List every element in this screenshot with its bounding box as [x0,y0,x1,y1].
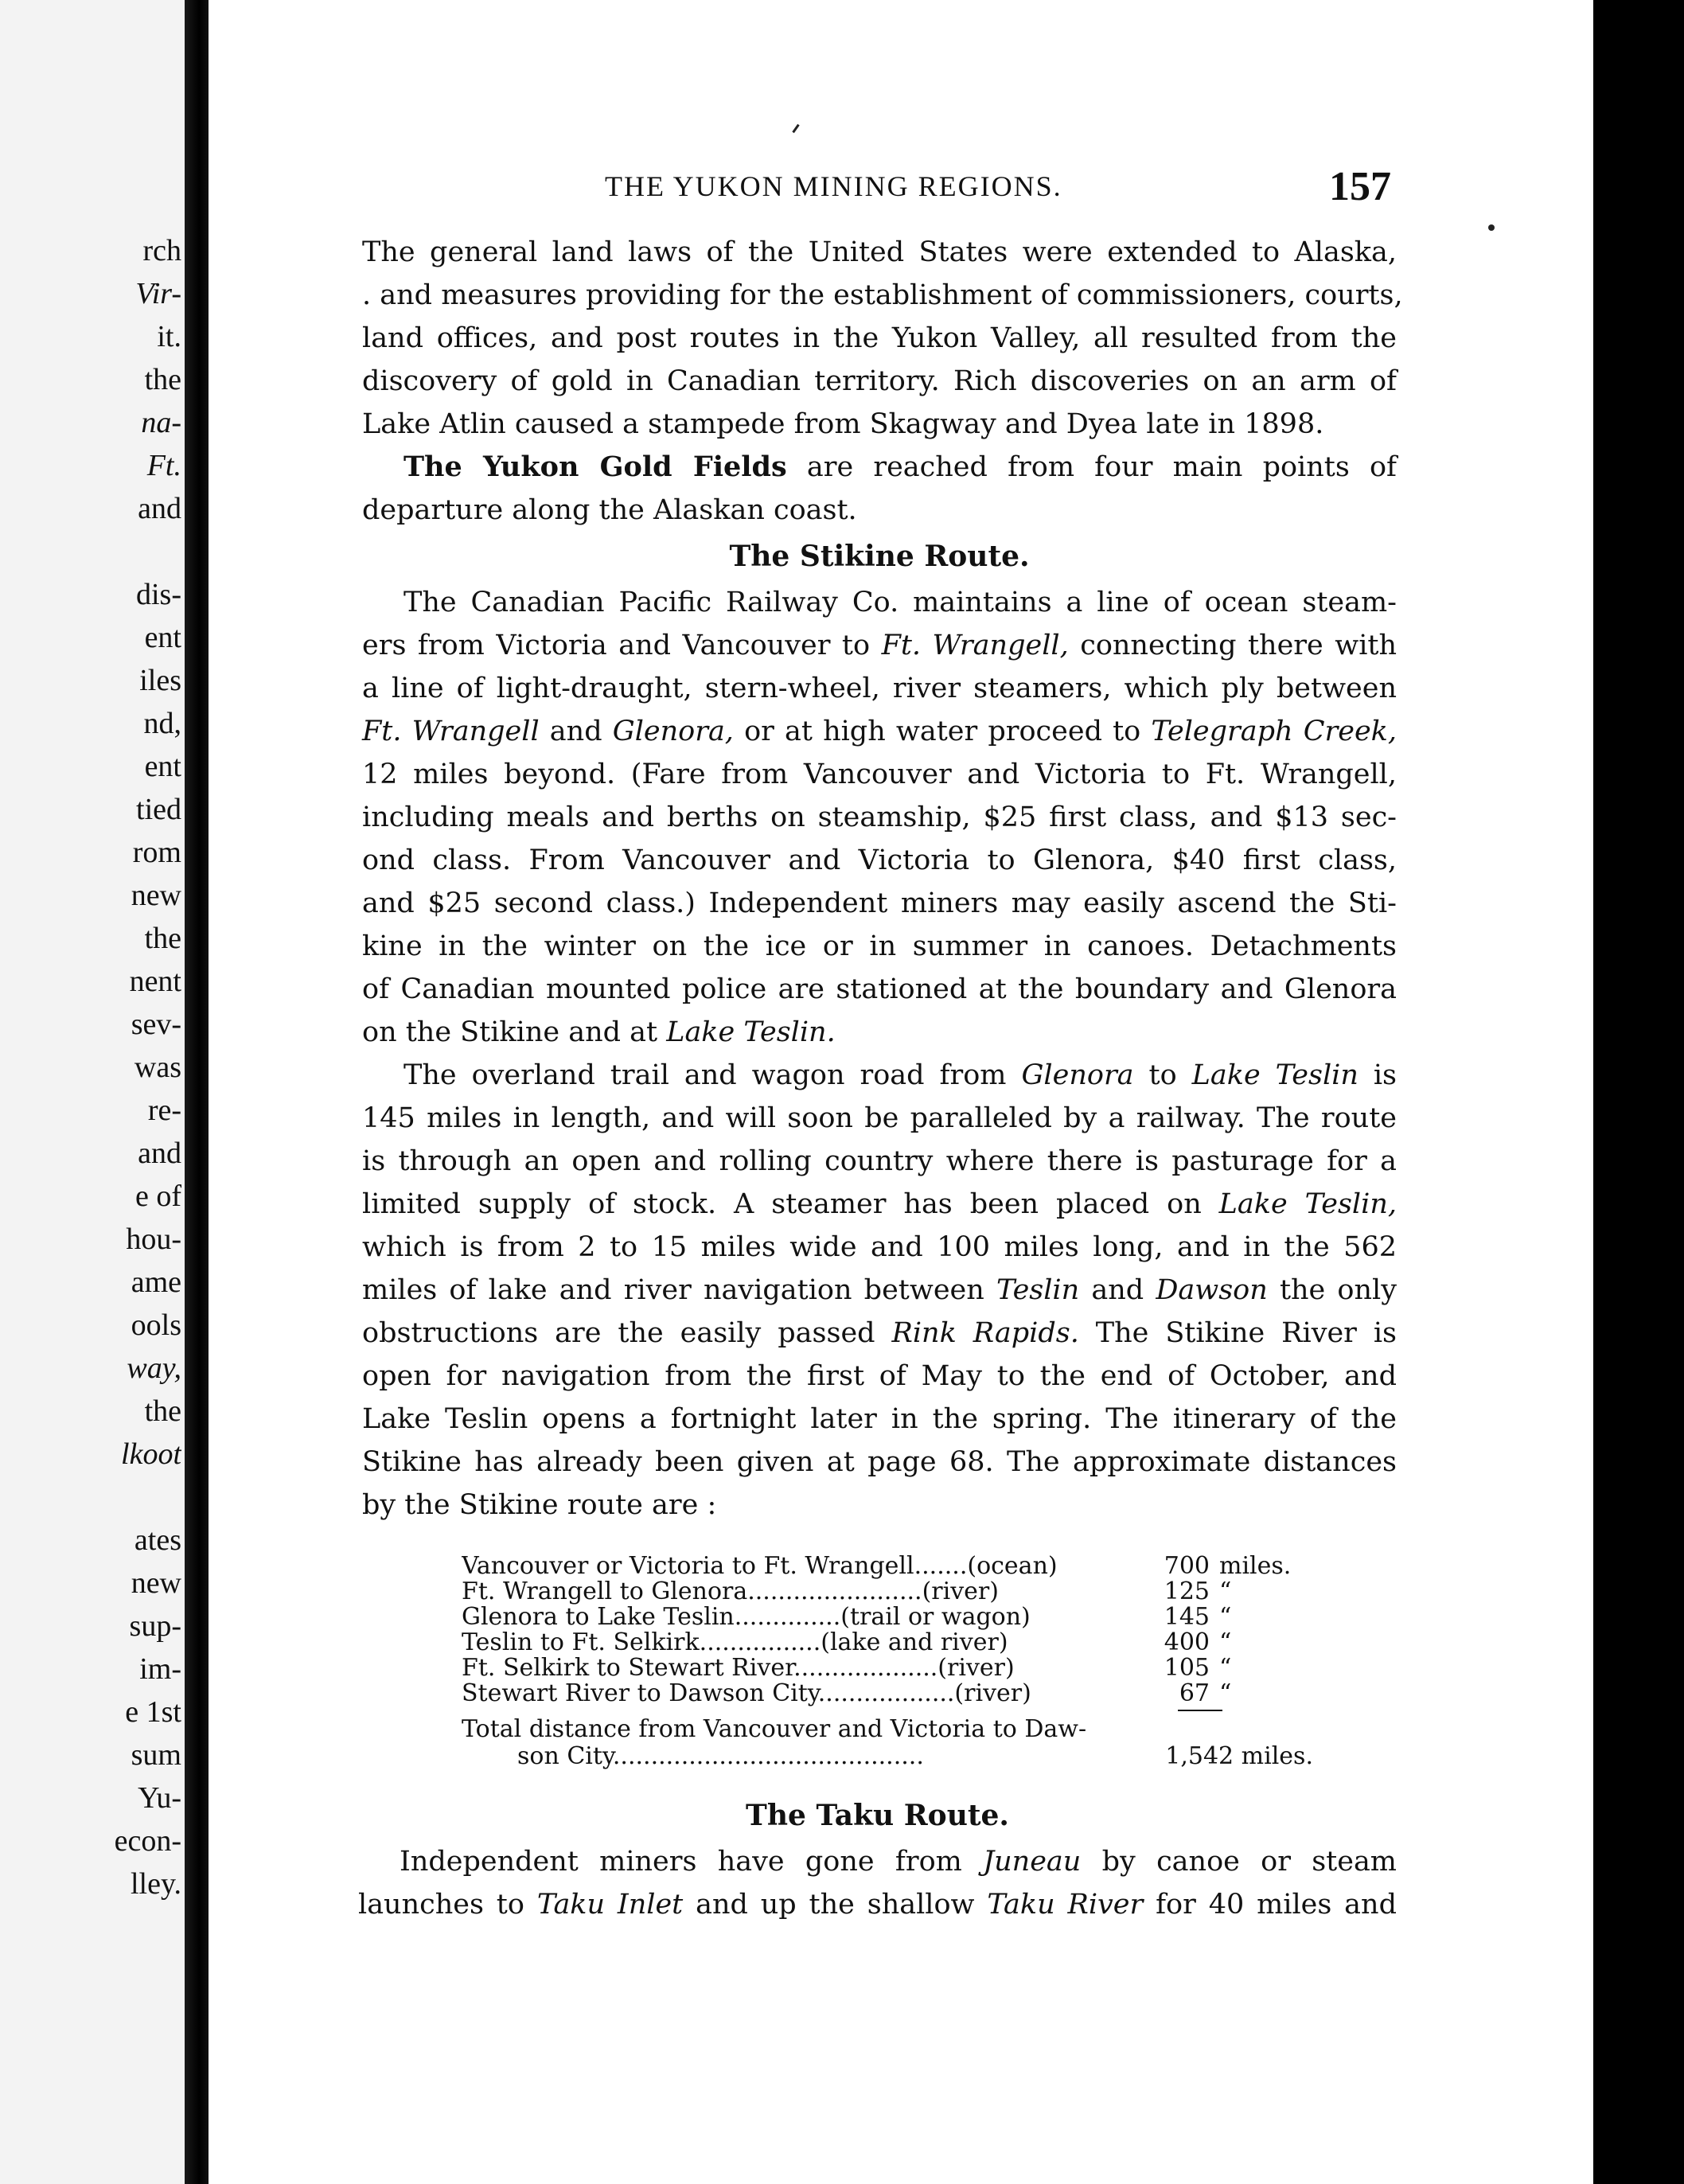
distance-value: 400 [1164,1628,1210,1656]
previous-page-fragment: e 1st [125,1695,181,1729]
previous-page-fragment: econ- [114,1824,181,1858]
page-right-edge [1593,0,1684,2184]
previous-page-fragment: way, [127,1351,181,1385]
previous-page-fragment: was [134,1051,181,1084]
previous-page-fragment: rom [132,836,181,869]
previous-page-fragment: lley. [130,1867,181,1901]
previous-page-fragment: sup- [129,1609,181,1643]
text-span: on the Stikine and at [362,1016,667,1048]
previous-page-fragment: ools [131,1308,181,1342]
place-name: Lake Teslin, [1218,1188,1397,1220]
text-line: kine in the winter on the ice or in summer in canoes. Detachments [362,930,1397,962]
previous-page-edge [0,0,185,2184]
distance-value: 700 [1164,1552,1210,1580]
text-span: or at high water proceed to [733,716,1152,747]
previous-page-fragment: and [138,1137,181,1170]
total-label: son City......................................... [517,1743,924,1770]
text-span: connecting there with [1068,630,1397,661]
previous-page-fragment: hou- [126,1223,181,1256]
previous-page-fragment: nd, [143,707,181,740]
text-line: open for navigation from the first of May to the end of October, and [362,1360,1397,1392]
distance-unit: “ [1219,1603,1232,1631]
text-span: launches to [358,1889,537,1921]
distance-route: Ft. Wrangell to Glenora.......................(river) [462,1579,999,1605]
distance-table [462,1554,1321,1770]
distance-route: Teslin to Ft. Selkirk................(lake and river) [462,1630,1008,1656]
previous-page-fragment: ates [134,1523,181,1557]
paragraph-stikine-1 [362,581,1397,1054]
text-span: are reached from four main points of [786,451,1397,483]
text-span: for 40 miles and [1143,1889,1397,1921]
previous-page-fragment: rch [142,234,181,267]
text-span: is [1358,1059,1397,1091]
text-span: ers from Victoria and Vancouver to [362,630,882,661]
text-line [362,1011,1397,1054]
distance-route: Stewart River to Dawson City..................(river) [462,1681,1031,1706]
previous-page-fragment: and [138,492,181,525]
distance-value: 105 [1164,1654,1210,1682]
distance-route: Glenora to Lake Teslin..............(trail or wagon) [462,1605,1031,1630]
text-span: the only [1267,1274,1397,1306]
place-name: Lake Teslin [1191,1059,1359,1091]
text-line: including meals and berths on steamship, $25 first class, and $13 sec- [362,801,1397,833]
text-span: to [1133,1059,1192,1091]
previous-page-fragment: dis- [136,578,181,611]
total-label-line1: Total distance from Vancouver and Victoria to Daw- [462,1715,1087,1743]
previous-page-fragment: ent [144,750,181,783]
text-line [362,710,1397,753]
previous-page-fragment: lkoot [121,1437,181,1471]
taku-section [358,1791,1397,1926]
place-name: Taku Inlet [536,1889,684,1921]
sum-rule [1178,1710,1222,1711]
paragraph-taku [358,1840,1397,1926]
place-name: Teslin [996,1274,1080,1306]
stikine-route-heading: The Stikine Route. [729,540,1030,573]
previous-page-fragment: the [144,922,181,955]
text-line [362,1183,1397,1226]
text-line: . and measures providing for the establishment of commissioners, courts, [362,279,1403,311]
previous-page-fragment [0,1476,181,1519]
text-line [362,1312,1397,1355]
paragraph-gold-fields [362,446,1397,532]
previous-page-fragment: the [144,363,181,396]
running-header [605,163,1401,211]
text-line [358,1840,1397,1883]
text-span: miles of lake and river navigation between [362,1274,996,1306]
previous-page-fragment: Yu- [138,1781,181,1815]
previous-page-fragment: new [131,1566,181,1600]
text-line: departure along the Alaskan coast. [362,494,857,526]
text-span: by canoe or steam [1081,1846,1397,1878]
previous-page-fragment: Vir- [135,277,181,310]
book-gutter [185,0,209,2184]
text-span: and up the shallow [683,1889,988,1921]
distance-row [462,1681,1321,1706]
text-line: ond class. From Vancouver and Victoria to Glenora, $40 first class, [362,844,1397,876]
distance-route: Vancouver or Victoria to Ft. Wrangell.......(ocean) [462,1554,1058,1579]
distance-value: 145 [1164,1603,1210,1631]
distance-unit: “ [1219,1578,1232,1605]
gold-fields-lead: The Yukon Gold Fields [403,450,787,483]
text-line [362,1269,1397,1312]
place-name: Ft. Wrangell [362,716,540,747]
previous-page-fragment: na- [141,406,181,439]
previous-page-fragment: nent [129,965,181,998]
stray-dot [1488,224,1495,231]
text-span: Independent miners have gone from [400,1846,984,1878]
place-name: Lake Teslin. [666,1016,836,1048]
text-line: The general land laws of the United States were extended to Alaska, [362,236,1397,268]
text-line: which is from 2 to 15 miles wide and 100 miles long, and in the 562 [362,1231,1397,1263]
text-line: 145 miles in length, and will soon be paralleled by a railway. The route [362,1102,1397,1134]
text-line: of Canadian mounted police are stationed at the boundary and Glenora [362,973,1397,1005]
distance-route: Ft. Selkirk to Stewart River...................(river) [462,1656,1015,1681]
paragraph-land-laws [362,231,1403,446]
previous-page-fragment: re- [147,1094,181,1127]
previous-page-fragment: iles [139,664,181,697]
distance-unit: miles. [1219,1552,1292,1580]
text-line: 12 miles beyond. (Fare from Vancouver and Victoria to Ft. Wrangell, [362,759,1397,790]
text-line: discovery of gold in Canadian territory. Rich discoveries on an arm of [362,365,1397,397]
paragraph-stikine-2 [362,1054,1397,1527]
place-name: Glenora [1021,1059,1134,1091]
distance-row [462,1554,1321,1579]
text-line: Stikine has already been given at page 68. The approximate distances [362,1446,1397,1478]
previous-page-fragment: ame [131,1266,181,1299]
previous-page-fragment: e of [134,1180,181,1213]
previous-page-fragment: ent [144,621,181,654]
text-line [362,446,1397,489]
distance-row [462,1605,1321,1630]
previous-page-fragment: sev- [131,1008,181,1041]
distance-rows [462,1554,1321,1706]
distance-unit: “ [1219,1654,1232,1682]
previous-page-fragment: it. [157,320,181,353]
text-line: and $25 second class.) Independent miners may easily ascend the Sti- [362,887,1397,919]
text-span: The Stikine River is [1078,1317,1397,1349]
distance-unit: “ [1219,1679,1232,1707]
previous-page-fragment: new [131,879,181,912]
place-name: Juneau [983,1846,1082,1878]
text-span: limited supply of stock. A steamer has been placed on [362,1188,1219,1220]
main-text [362,231,1403,1527]
total-label-line2 [462,1743,1321,1770]
text-line: Lake Atlin caused a stampede from Skagway and Dyea late in 1898. [362,408,1324,440]
text-line: a line of light-draught, stern-wheel, river steamers, which ply between [362,673,1397,704]
text-line: The Canadian Pacific Railway Co. maintains a line of ocean steam- [403,587,1397,618]
text-line: land offices, and post routes in the Yukon Valley, all resulted from the [362,322,1397,354]
distance-value: 67 [1179,1679,1210,1707]
place-name: Dawson [1156,1274,1268,1306]
previous-page-fragment: tied [136,793,181,826]
text-line [362,624,1397,667]
text-span: The overland trail and wagon road from [403,1059,1022,1091]
text-span: obstructions are the easily passed [362,1317,892,1349]
header-title: THE YUKON MINING REGIONS. [605,170,1062,202]
previous-page-fragment: the [144,1394,181,1428]
distance-row [462,1630,1321,1656]
distance-row [462,1656,1321,1681]
previous-page-fragment: Ft. [146,449,181,482]
text-line [362,1054,1397,1097]
place-name: Rink Rapids. [891,1317,1079,1349]
page-number: 157 [1329,164,1391,209]
distance-value: 125 [1164,1578,1210,1605]
text-line: Lake Teslin opens a fortnight later in the spring. The itinerary of the [362,1403,1397,1435]
previous-page-fragment [0,530,181,573]
distance-unit: “ [1219,1628,1232,1656]
total-value: 1,542 miles. [1165,1742,1313,1770]
text-line [358,1883,1397,1926]
place-name: Taku River [987,1889,1144,1921]
place-name: Ft. Wrangell, [881,630,1069,661]
place-name: Glenora, [612,716,734,747]
text-span: and [539,716,613,747]
previous-page-fragment: im- [139,1652,181,1686]
previous-page-text [0,229,181,1905]
text-span: and [1079,1274,1156,1306]
distance-total [462,1716,1321,1770]
previous-page-fragment: sum [131,1738,181,1772]
distance-row [462,1579,1321,1605]
text-line: is through an open and rolling country where there is pasturage for a [362,1145,1397,1177]
text-line: by the Stikine route are : [362,1489,717,1521]
taku-route-heading: The Taku Route. [746,1799,1009,1832]
place-name: Telegraph Creek, [1151,716,1397,747]
